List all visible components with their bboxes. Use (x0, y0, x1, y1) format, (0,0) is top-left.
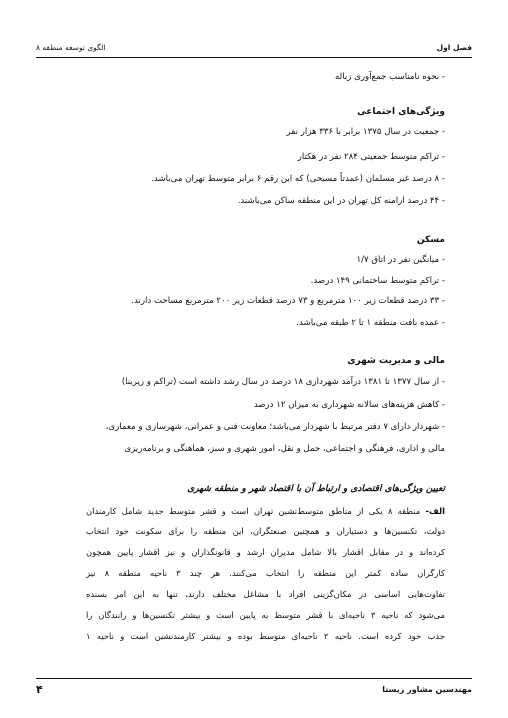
economic-section-heading: تعیین ویژگی‌های اقتصادی و ارتباط آن با اقتصاد شهر و منطقه شهری (187, 484, 445, 494)
paragraph-line: کرده‌اند و در مقابل اقشار بالا شامل مدیران ارشد و قانونگذاران و نیز اقشار پایین همچون (86, 547, 445, 557)
paragraph-line: تفاوت‌هایی اساسی در مکان‌گزینی افراد با مشاغل مختلف دارند، تنها به این امر بسنده (86, 589, 445, 599)
list-item: - نحوه نامناسب جمع‌آوری زباله (334, 72, 445, 82)
page-number: ۴ (36, 683, 43, 696)
list-item: - کاهش هزینه‌های سالانه شهرداری به میزان ۱۲ درصد (253, 400, 445, 410)
list-item: - شهردار دارای ۷ دفتر مرتبط با شهردار می‌باشد؛ معاونت فنی و عمرانی، شهرسازی و معماری، (105, 422, 445, 432)
paragraph-label: الف- (425, 506, 446, 516)
report-title: الگوی توسعه منطقه ۸ (36, 43, 106, 52)
list-item: مالی و اداری، فرهنگی و اجتماعی، حمل و نقل، امور شهری و سبز، هماهنگی و برنامه‌ریزی (124, 444, 445, 454)
list-item: - تراکم متوسط ساختمانی ۱۴۹ درصد. (310, 276, 445, 286)
list-item: - تراکم متوسط جمعیتی ۲۸۴ نفر در هکتار (297, 152, 445, 162)
list-item: - جمعیت در سال ۱۳۷۵ برابر با ۳۳۶ هزار نفر (286, 127, 445, 137)
paragraph-line: جذب خود کرده است. ناحیه ۲ ناحیه‌ای متوسط بوده و بیشتر کارمندنشین است و ناحیه ۱ (86, 631, 445, 641)
social-heading: ویژگی‌های اجتماعی (357, 107, 445, 117)
housing-heading: مسکن (416, 235, 445, 245)
footer-rule (36, 678, 472, 679)
paragraph-line (86, 505, 445, 517)
paragraph-text: منطقه ۸ یکی از مناطق متوسط‌نشین تهران است و قشر متوسط جدید شامل کارمندان (86, 506, 426, 516)
list-item: - از سال ۱۳۷۷ تا ۱۳۸۱ درآمد شهرداری ۱۸ درصد در سال رشد داشته است (تراکم و زیربنا) (121, 377, 445, 387)
list-item: - ۳۳ درصد قطعات زیر ۱۰۰ مترمربع و ۷۳ درصد قطعات زیر ۲۰۰ مترمربع مساحت دارند. (131, 296, 445, 306)
paragraph-line: می‌شود که ناحیه ۳ ناحیه‌ای با قشر متوسط به پایین است و بیشتر تکنسین‌ها و رانندگان را (86, 610, 445, 620)
list-item: - ۸ درصد غیر مسلمان (عمدتاً مسیحی) که این رقم ۶ برابر متوسط تهران می‌باشد. (151, 174, 445, 184)
page-footer (36, 682, 472, 700)
finance-heading: مالی و مدیریت شهری (347, 356, 445, 366)
header-rule (36, 57, 472, 58)
company-name: مهندسین مشاور زیستا (382, 685, 472, 694)
paragraph-line: کارگران ساده کمتر این منطقه را انتخاب می‌کنند. هر چند ۳ ناحیه منطقه ۸ نیز (86, 568, 445, 578)
paragraph-line: دولت، تکنسین‌ها و دستیاران و همچنین صنعتگران، این منطقه را برای سکونت خود انتخاب (86, 526, 445, 536)
chapter-title: فصل اول (436, 43, 472, 52)
list-item: - میانگین نفر در اتاق ۱/۷ (356, 255, 445, 265)
list-item: - ۴۴ درصد ارامنه کل تهران در این منطقه ساکن می‌باشند. (237, 196, 445, 206)
list-item: - عمده بافت منطقه ۱ تا ۲ طبقه می‌باشد. (296, 318, 445, 328)
page-header (36, 40, 472, 56)
